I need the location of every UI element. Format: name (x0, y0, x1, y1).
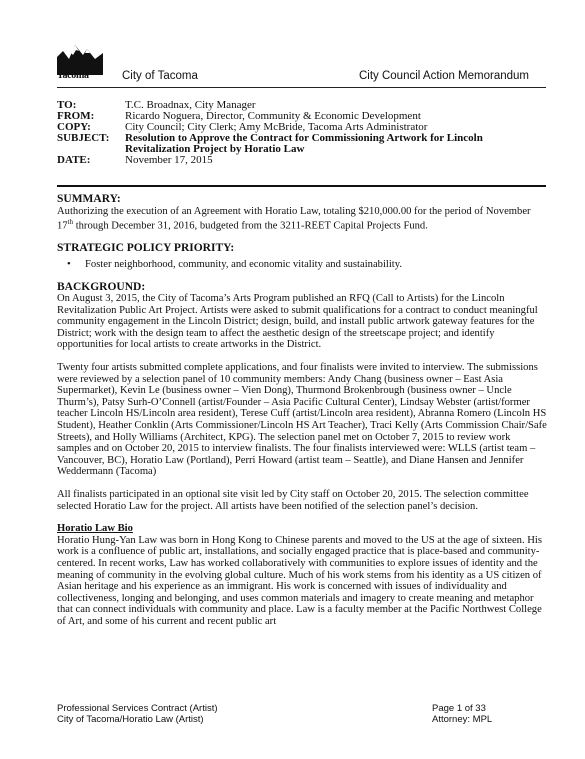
summary-heading: SUMMARY: (57, 193, 121, 205)
footer-attorney: Attorney: MPL (432, 713, 493, 725)
memo-subject-row (57, 133, 546, 155)
bullet-icon: • (67, 258, 71, 270)
footer-right (432, 704, 492, 725)
memo-date-label: DATE: (57, 154, 91, 166)
memo-subject-value (125, 133, 546, 155)
header-city: City of Tacoma (122, 70, 198, 82)
priority-item (57, 259, 547, 271)
memo-to-label: TO: (57, 99, 77, 111)
summary-text (57, 206, 547, 233)
memo-date-value: November 17, 2015 (125, 154, 213, 166)
bio-heading: Horatio Law Bio (57, 523, 133, 535)
background-heading: BACKGROUND: (57, 280, 146, 293)
summary-text-a: Authorizing the execution of an Agreement with Horatio Law, totaling $210,000.00 for the period of November 17 (57, 205, 531, 232)
header-divider (57, 87, 546, 88)
footer-parties: City of Tacoma/Horatio Law (Artist) (57, 713, 204, 725)
background-paragraph-3: All finalists participated in an optional site visit led by City staff on October 20, 2015. The selection committee selected Horatio Law for the project. All artists have been notified of the selection panel’s decision. (57, 489, 529, 512)
memo-copy-value: City Council; City Clerk; Amy McBride, Tacoma Arts Administrator (125, 121, 428, 133)
priority-heading: STRATEGIC POLICY PRIORITY: (57, 242, 235, 255)
memo-to-value: T.C. Broadnax, City Manager (125, 99, 256, 111)
footer-left (57, 704, 218, 725)
background-paragraph-2: Twenty four artists submitted complete applications, and four finalists were invited to interview. The submissions were reviewed by a selection panel of 10 community members: Andy Chang (business owner – East Asia Supermarket), Kevin Le (business owner – Vien Dong), Thurmond Brokenbrough (business owner – Uncle Thurm’s), Patsy Surh-O’Connell (artist/Founder – Asia Pacific Cultural Center), Lindsay Webster (artist/former teacher Lincoln HS/Lincoln area resident), Terese Cuff (artist/Lincoln area resident), Abranna Romero (Lincoln HS Student), Heather Conklin (Arts Commissioner/Lincoln HS Art Teacher), Traci Kelly (Arts Commission Chair/Safe Streets), and Holly Williams (Architect, KPG). The selection panel met on October 7, 2015 to review work samples and on October 20, 2015 to interview finalists. The four finalists interviewed were: WLLS (artist team – Vancouver, BC), Horatio Law (Portland), Perri Howard (artist team – Seattle), and Diane Hansen and Jennifer Weddermann (Tacoma) (57, 362, 547, 478)
footer-contract-type: Professional Services Contract (Artist) (57, 703, 218, 714)
memo-from-value: Ricardo Noguera, Director, Community & Economic Development (125, 110, 421, 122)
summary-text-b: through December 31, 2016, budgeted from the 3211-REET Capital Projects Fund. (73, 220, 428, 232)
memo-divider (57, 185, 546, 187)
bio-paragraph: Horatio Hung-Yan Law was born in Hong Kong to Chinese parents and moved to the US at the age of sixteen. His work is a confluence of public art, installations, and socially engaged practice that is place-based and community-centered. In recent works, Law has worked collaboratively with communities to explore issues of identity and the meaning of community in the evolving global culture. Much of his work stems from his identity as a US citizen of Asian heritage and his experience as an immigrant. His work is concerned with issues of individuality and collectiveness, longing and belonging, and uses common materials and imagery to create meaning and metaphor that can connect individuals with community and place. Law is a faculty member at the Pacific Northwest College of Art, and some of his current and recent public art (57, 534, 542, 627)
summary-date-suffix: th (67, 218, 74, 227)
memo-header (57, 100, 546, 166)
logo-wordmark: Tacoma (57, 70, 89, 81)
memo-date-row (57, 155, 546, 166)
priority-item-text: Foster neighborhood, community, and economic vitality and sustainability. (85, 258, 402, 270)
memo-subject-line2: Revitalization Project by Horatio Law (125, 143, 305, 155)
memo-subject-line1: Resolution to Approve the Contract for Commissioning Artwork for Lincoln (125, 132, 483, 144)
memo-body (57, 194, 547, 628)
background-paragraph-1: On August 3, 2015, the City of Tacoma’s Arts Program published an RFQ (Call to Artists) for the Lincoln Revitalization Public Art Project. Artists were asked to submit qualifications for a contract to conduct meaningful community engagement in the Lincoln District; design, build, and install public artwork gateway features for the District; work with the design team to affect the aesthetic design of the streetscape project; and identify opportunities for local artists to create artworks in the District. (57, 293, 538, 351)
memo-subject-label: SUBJECT: (57, 132, 110, 144)
header-doc-type: City Council Action Memorandum (358, 70, 529, 82)
footer-page-number: Page 1 of 33 (432, 703, 486, 714)
memo-copy-label: COPY: (57, 121, 91, 133)
memo-from-label: FROM: (57, 110, 95, 122)
